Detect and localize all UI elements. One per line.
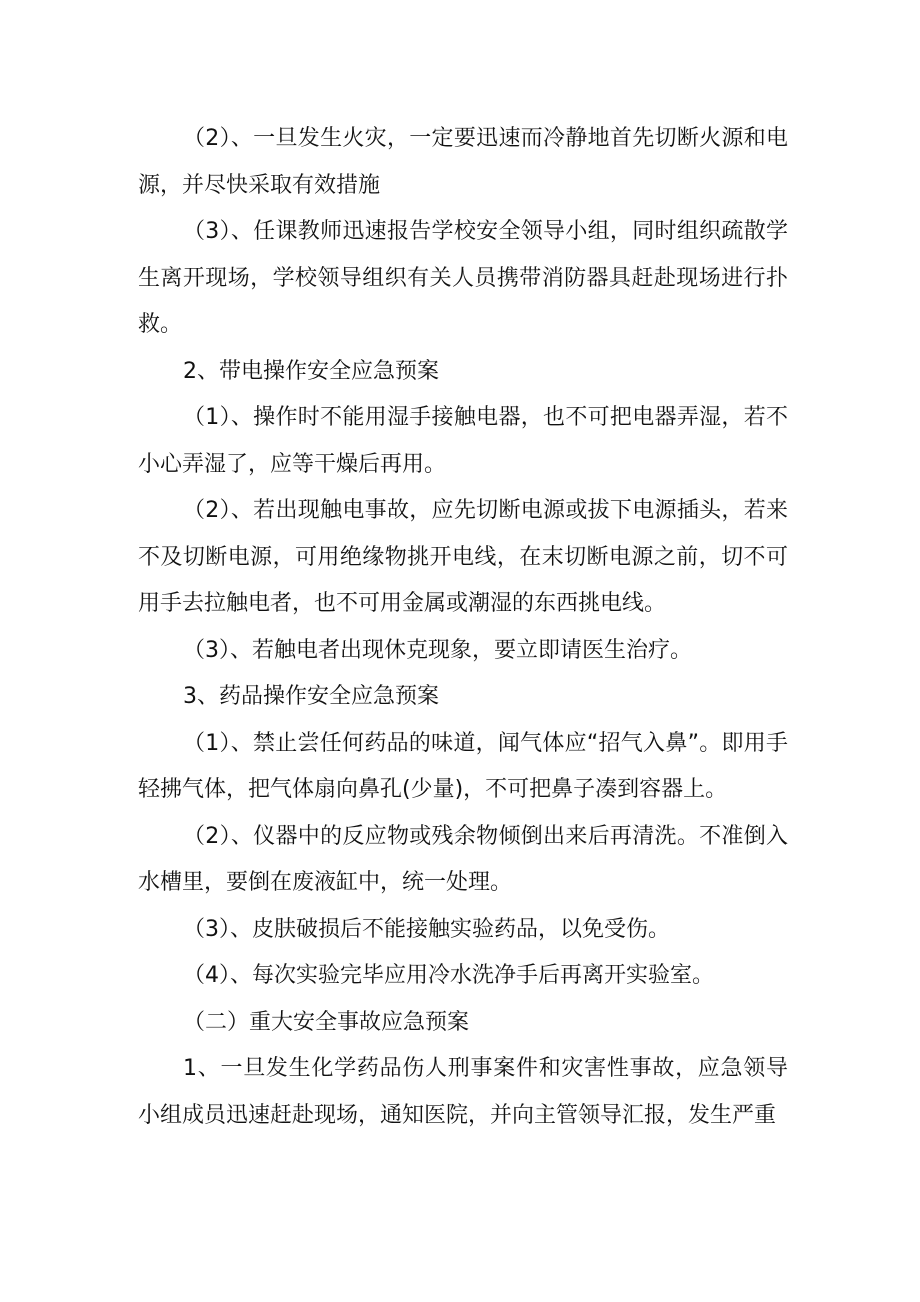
paragraph-electrical-2: （2）、若出现触电事故，应先切断电源或拔下电源插头，若来不及切断电源，可用绝缘物挑开电线，在末切断电源之前，切不可用手去拉触电者，也不可用金属或潮湿的东西挑电线。 (138, 498, 788, 616)
paragraph-major-accident-1: 1、一旦发生化学药品伤人刑事案件和灾害性事故，应急领导小组成员迅速赶赴现场，通知医院，并向主管领导汇报，发生严重 (138, 1056, 788, 1128)
paragraph-chemical-2: （2）、仪器中的反应物或残余物倾倒出来后再清洗。不准倒入水槽里，要倒在废液缸中，统一处理。 (138, 823, 788, 895)
paragraph-chemical-1: （1）、禁止尝任何药品的味道，闻气体应“招气入鼻”。即用手轻拂气体，把气体扇向鼻孔(少量)，不可把鼻子凑到容器上。 (138, 730, 788, 802)
paragraph-electrical-1: （1）、操作时不能用湿手接触电器，也不可把电器弄湿，若不小心弄湿了，应等干燥后再用。 (138, 405, 788, 477)
heading-major-accident-plan: （二）重大安全事故应急预案 (183, 1009, 470, 1035)
paragraph-chemical-4: （4）、每次实验完毕应用冷水洗净手后再离开实验室。 (183, 963, 714, 988)
paragraph-electrical-3: （3）、若触电者出现休克现象，要立即请医生治疗。 (183, 637, 692, 663)
document-body (138, 116, 788, 1139)
paragraph-fire-cut-power: （2）、一旦发生火灾，一定要迅速而冷静地首先切断火源和电源，并尽快采取有效措施 (138, 126, 788, 198)
paragraph-chemical-3: （3）、皮肤破损后不能接触实验药品，以免受伤。 (183, 916, 670, 942)
heading-electrical-plan: 2、带电操作安全应急预案 (183, 358, 439, 384)
paragraph-fire-evacuate: （3）、任课教师迅速报告学校安全领导小组，同时组织疏散学生离开现场，学校领导组织有关人员携带消防器具赶赴现场进行扑救。 (138, 219, 788, 337)
heading-chemical-plan: 3、药品操作安全应急预案 (183, 684, 439, 709)
